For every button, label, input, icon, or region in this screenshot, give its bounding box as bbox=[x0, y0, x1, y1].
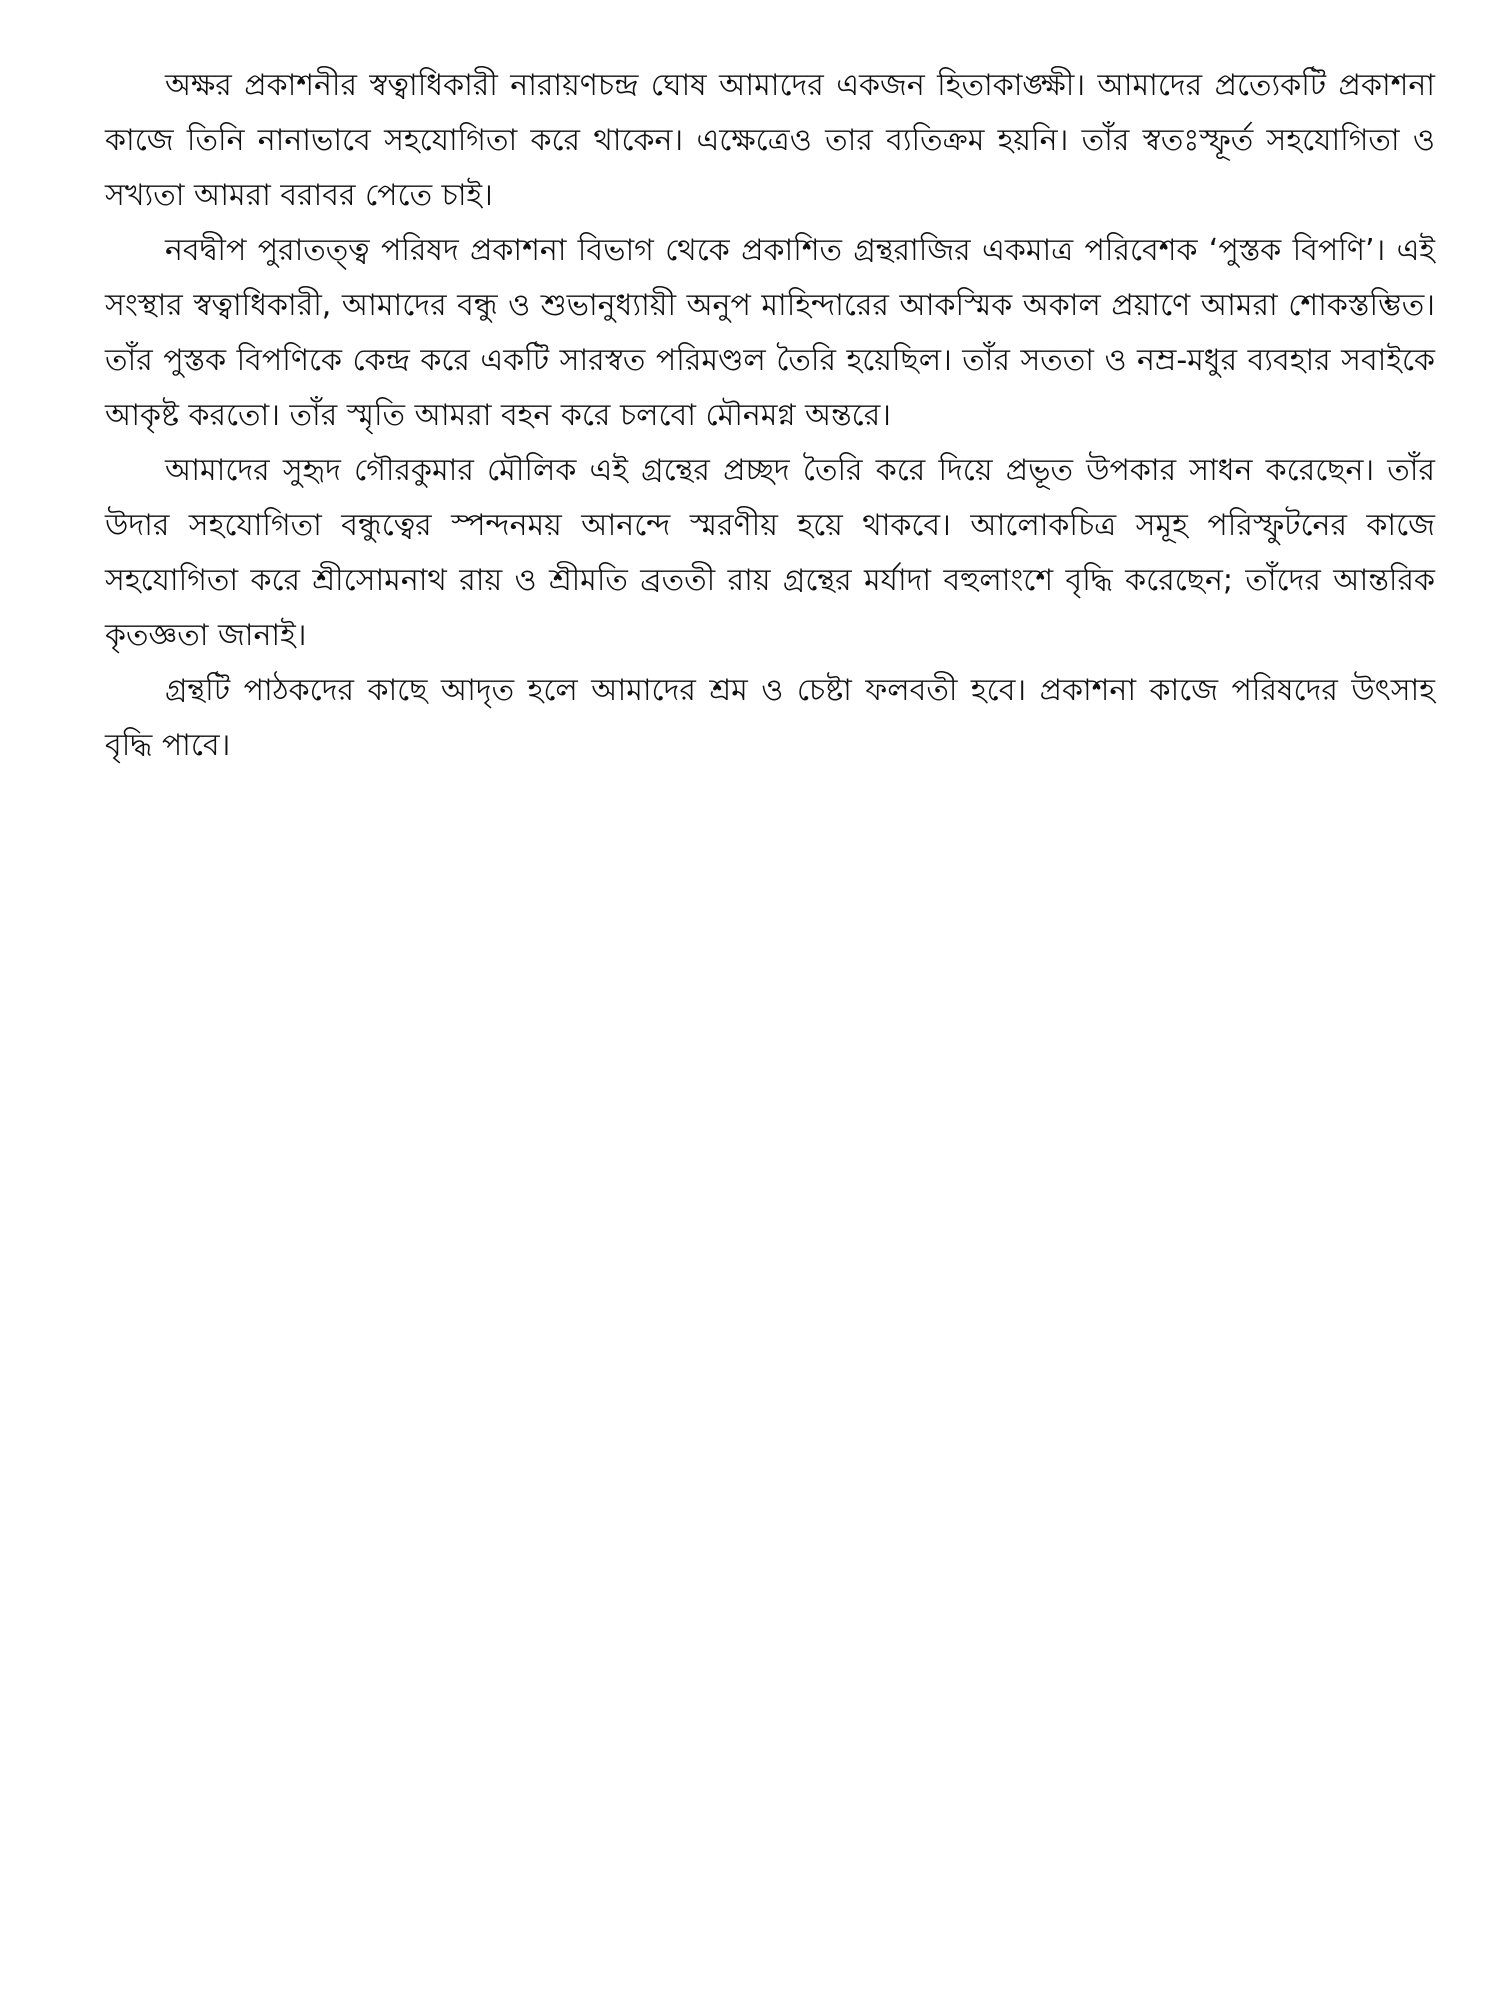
paragraph-closing: গ্রন্থটি পাঠকদের কাছে আদৃত হলে আমাদের শ্রম ও চেষ্টা ফলবতী হবে। প্রকাশনা কাজে পরিষদের উৎসাহ বৃদ্ধি পাবে। bbox=[105, 673, 1435, 763]
paragraph-cover-photo-thanks: আমাদের সুহৃদ গৌরকুমার মৌলিক এই গ্রন্থের প্রচ্ছদ তৈরি করে দিয়ে প্রভূত উপকার সাধন করেছেন। তাঁর উদার সহযোগিতা বন্ধুত্বের স্পন্দনময় আনন্দে স্মরণীয় হয়ে থাকবে। আলোকচিত্র সমূহ পরিস্ফুটনের কাজে সহযোগিতা করে শ্রীসোমনাথ রায় ও শ্রীমতি ব্রততী রায় গ্রন্থের মর্যাদা বহুলাংশে বৃদ্ধি করেছেন; তাঁদের আন্তরিক কৃতজ্ঞতা জানাই। bbox=[105, 453, 1435, 653]
paragraph-publisher-thanks: অক্ষর প্রকাশনীর স্বত্বাধিকারী নারায়ণচন্দ্র ঘোষ আমাদের একজন হিতাকাঙ্ক্ষী। আমাদের প্রত্যেকটি প্রকাশনা কাজে তিনি নানাভাবে সহযোগিতা করে থাকেন। এক্ষেত্রেও তার ব্যতিক্রম হয়নি। তাঁর স্বতঃস্ফূর্ত সহযোগিতা ও সখ্যতা আমরা বরাবর পেতে চাই। bbox=[105, 68, 1435, 213]
body-text bbox=[105, 58, 1435, 773]
paragraph-distributor-tribute: নবদ্বীপ পুরাতত্ত্ব পরিষদ প্রকাশনা বিভাগ থেকে প্রকাশিত গ্রন্থরাজির একমাত্র পরিবেশক ‘পুস্তক বিপণি’। এই সংস্থার স্বত্বাধিকারী, আমাদের বন্ধু ও শুভানুধ্যায়ী অনুপ মাহিন্দারের আকস্মিক অকাল প্রয়াণে আমরা শোকস্তম্ভিত। তাঁর পুস্তক বিপণিকে কেন্দ্র করে একটি সারস্বত পরিমণ্ডল তৈরি হয়েছিল। তাঁর সততা ও নম্র-মধুর ব্যবহার সবাইকে আকৃষ্ট করতো। তাঁর স্মৃতি আমরা বহন করে চলবো মৌনমগ্ন অন্তরে। bbox=[105, 233, 1435, 433]
